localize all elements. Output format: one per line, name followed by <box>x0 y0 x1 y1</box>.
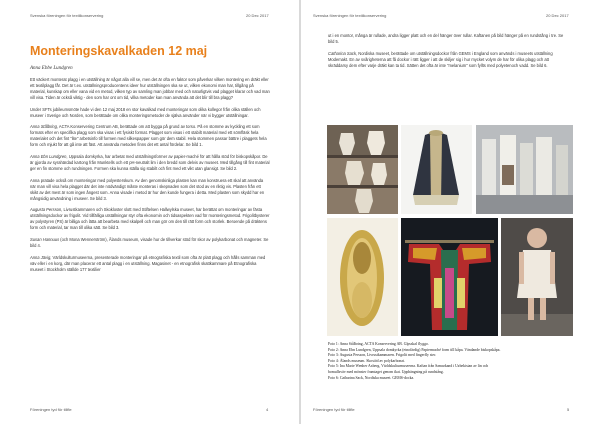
running-footer: Föreningen tyd för tillfle <box>30 407 72 412</box>
page-right <box>301 0 600 424</box>
photo-torso-forms <box>327 125 398 214</box>
photo-cope <box>401 125 472 214</box>
photo-kaftan <box>401 218 498 336</box>
paragraph: Under SFTs jubileumsmöte hade vi den 12 maj 2018 en stor kavalkad med monteringar som olika kollegor från olika ställen och museer i Sverige och Norden, som berättade om olika monteringsmetoder de själva använder när vi bygger utställningar. <box>30 106 261 118</box>
paragraph: Catharina Sack, Nordiska museet, berättade om utställningsdockor från GEMS i England som används i museets utställning Modemakt. En av svårigheterna att få dockor i rätt ligger i att de skiljer sig i hur mycket volym de har för olika plagg och att skräddarsy dem efter varje dräkt kan ta tid. Sätten det ofta är inte "melanium" som fyllts med polyetenoch vadd. Se bild 6. <box>328 50 553 68</box>
paragraph: Ett väckert monterat plagg i en utställning är något alla vill se, men det är ofta en faktor som påverkar vilken montering en dräkt eller ett textilplagg får. Det är t.ex. utställningsproducentens ideer hur utställningen ska se ut, vilken ekonomi man har, tillgång på material, kunskap om eller vana vid en metod, vilken typ av samling man jobbar med och naturligtvis vad plagget klarar och vad man vill visa. Tiden är också viktig - den som har ont om tid, vilka metoder kan man använda att det blir till bra plagg? <box>30 77 270 100</box>
caption-line: Foto 5: Ina Marie Wenher Axberg, Världskulturmuseerna. Kaftan från Samarkand i Uzbekistan av lin och <box>328 364 489 369</box>
page-number: 5 <box>567 407 570 412</box>
photo-frigolite-forms <box>476 125 573 214</box>
running-header-journal: Svenska föreningen för textilkonservering <box>30 13 104 18</box>
page-left <box>0 0 299 424</box>
article-title: Monteringskavalkaden 12 maj <box>30 44 208 58</box>
running-header-date: 20 Dec 2017 <box>246 13 269 18</box>
article-author: Anna Ebbe Lundgren <box>30 66 73 71</box>
photo-mannequin <box>501 218 573 336</box>
paragraph: Anna Jävig, Världskulturmuseerna, presenterade monteringar på etnografiska textil som ofta är platt plagg och hålls samman med väv eller i en korg, där man placerar ett antal plagg i en utställning. Magasinet - en etnografisk skattkammare på Etnografiska museet i Stockholm ställde 177 textilier <box>30 254 266 272</box>
caption-line: Foto 4: Ålands museum. Skostöd av polykarbonat. <box>328 358 405 363</box>
caption-line: Foto 6: Catharina Sack, Nordiska museet. GEMS-docka. <box>328 375 415 380</box>
caption-line: Foto 3: Augusta Persson, Livrustkammaren. Frigolit med fingerfly ster. <box>328 353 437 358</box>
left-body-text <box>30 77 270 279</box>
paragraph: Augusta Persson, Livrustkammaren och Skokloster slott med Stiftelsen Hallwylska museet, har berättat om monteringar av fästa utställningsdockor av frigolit. Vid tillfälliga utställningar styr ofta ekonomin och tidsaspekten vad för monteringsmetod. Frigolitbysterer av polystyren (PS) är billiga och lätta att bearbeta med skalpell och man gör om den till rätt form och storlek. Beroende på dräktens form och material, tar man till olika sätt. Se bild 3. <box>30 207 270 231</box>
right-body-text <box>328 33 568 75</box>
paragraph: Anna pratade också om monteringar med polyesterskum. Av den genomskinliga plasten kan man konstruera ett skal att använda när man vill visa hela plagget där det inte nödvändigt måste monteras i skepnaden som det stod av en riktig vis. Plasten från ett skikt av det mest är som ingen ångest som. Anna visade i metod är hur den kunde fungera i detta. Med plasten som skydd har en mångsidig användning i museer. Se bild 3. <box>30 177 265 201</box>
paragraph: Susan Hannuus (och Mona Wennerström), Ålands museum, visade hur de tillverkar stöd för skor av polykarbonat och magneter. Se bild 4. <box>30 237 269 248</box>
running-header-date: 20 Dec 2017 <box>546 13 569 18</box>
photo-shoe <box>327 218 398 336</box>
caption-line: bomullsväv med mönster framtaget genom ikat. Upphängning på rundstång. <box>328 369 444 374</box>
paragraph: Anna Stålbring, ACTA Konservering Centrum AB, berättade om att bygga på grund av torso. På en stomme av kyckling ett som formats efter en specifika plagg som ska visas i ett fysiskt format. Plagget som visas i ett stabilt material med ett sömfläsk hela materialet och det fint "lite" arbetsinfo till formen med silkespapper som gör dem stabil. Hela stommen passar bättre i plaggets hela form och mjukt för att gå inte att fäst. Att använda metoden finns det ett antal fördelar. Se bild 1. <box>30 124 267 148</box>
paragraph: ut i en montor, många är rullade, andra ligger platt och en del hänger över rullar. Kaftanen på bild hänger på en rundstång i tre. Se bild 5. <box>328 33 564 44</box>
caption-line: Foto 1: Anna Stålbring, ACTA Konservering AB. Glpsskal flyggo. <box>328 342 429 346</box>
photo-captions <box>328 342 568 381</box>
page-number: 4 <box>266 407 269 412</box>
caption-line: Foto 2: Anna Ebn Lundgren, Uppsala domkyrka (etnofärdig) Papiermaché form till kåpa. Vändande biskopskåpa. <box>328 347 501 352</box>
running-footer: Föreningen tyd för tillfle <box>313 407 355 412</box>
paragraph: Anna Ebn Lundgren, Uppsala domkyrka, har arbetat med utställningsformer av papier-maché för att hålla stöd för biskopskåpor. De är gjorda av syrahärdad kartong från Munktells och ett pH-neutralt lim i den bredd som delvis av museet. Med tillgång till fint material ger en fin stomme och rundningen. Formen ska kunna ställa sig stabilt och fint med ett vikt utan glansigt. Se bild 2. <box>30 154 270 171</box>
running-header-journal: Svenska föreningen för textilkonservering <box>313 13 387 18</box>
